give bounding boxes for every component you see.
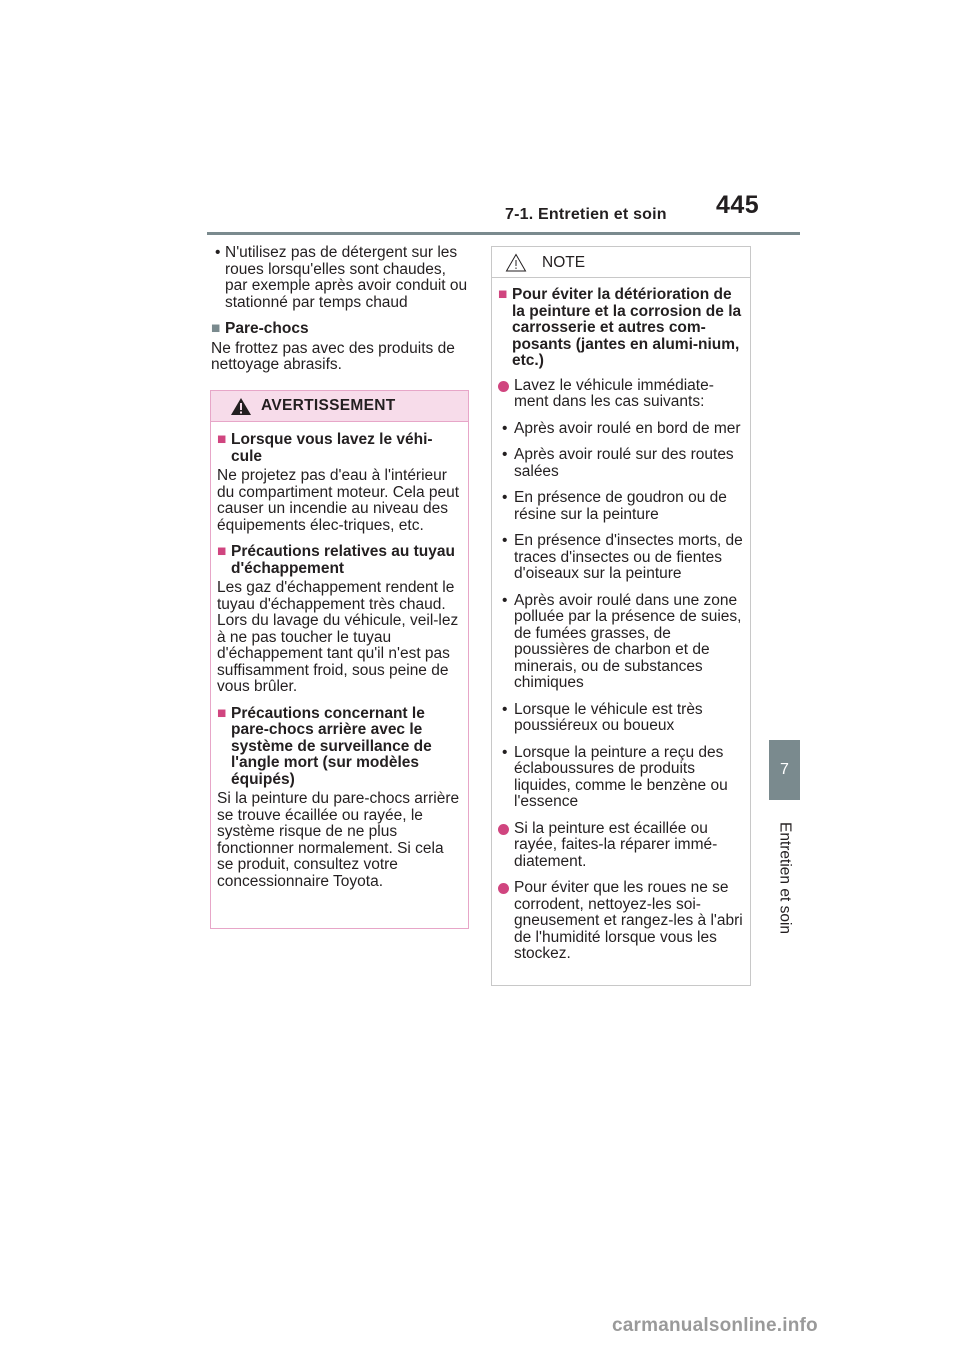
- warning-paragraph: Les gaz d'échappement rendent le tuyau d'échappement très chaud.: [217, 579, 455, 613]
- note-sub-item: [498, 490, 744, 523]
- warning-paragraph: Ne projetez pas d'eau à l'intérieur du compartiment moteur. Cela peut causer un incendie au niveau des équipements élec-triques, etc.: [217, 467, 460, 534]
- note-sub-item-text: Lorsque le véhicule est très poussiéreux ou boueux: [514, 700, 703, 734]
- chapter-tab: 7: [769, 740, 800, 800]
- header-rule: [207, 232, 800, 235]
- watermark: carmanualsonline.info: [612, 1315, 818, 1336]
- warning-triangle-icon: [230, 397, 252, 416]
- warning-heading-text: Précautions relatives au tuyau d'échappement: [231, 543, 455, 577]
- chapter-label: Entretien et soin: [776, 821, 794, 935]
- note-sub-item-text: En présence de goudron ou de résine sur la peinture: [514, 489, 727, 523]
- note-sub-item-text: Après avoir roulé sur des routes salées: [514, 446, 734, 480]
- note-sub-item: [498, 533, 744, 583]
- section-heading-text: Pare-chocs: [225, 320, 309, 337]
- note-item: [498, 880, 744, 963]
- warning-title-bar: [211, 391, 468, 422]
- bullet-dot-icon: •: [502, 591, 508, 609]
- note-sub-item-text: Après avoir roulé en bord de mer: [514, 419, 741, 437]
- note-sub-item-text: Lorsque la peinture a reçu des éclaboussures de produits liquides, comme le benzène ou l'essence: [514, 743, 728, 810]
- warning-box: [210, 390, 469, 929]
- warning-heading: [217, 432, 462, 465]
- note-box: [491, 246, 751, 986]
- paragraph: Ne frottez pas avec des produits de nettoyage abrasifs.: [211, 339, 455, 373]
- note-sub-item: [498, 447, 744, 480]
- warning-heading: [217, 706, 462, 789]
- note-heading: [498, 287, 744, 370]
- circle-bullet-icon: [498, 824, 509, 835]
- square-bullet-icon: ■: [217, 431, 227, 448]
- section-title: 7-1. Entretien et soin: [505, 206, 667, 223]
- square-bullet-icon: ■: [498, 286, 508, 303]
- warning-title: AVERTISSEMENT: [261, 397, 396, 414]
- square-bullet-icon: ■: [211, 320, 221, 337]
- warning-body: [211, 422, 468, 890]
- note-sub-item: [498, 702, 744, 735]
- note-body: [492, 278, 750, 963]
- note-heading-text: Pour éviter la détérioration de la peinture et la corrosion de la carrosserie et autres com-posants (jantes en alumi-nium, etc.): [512, 286, 742, 369]
- bullet-dot-icon: •: [215, 244, 221, 261]
- note-sub-item-text: Après avoir roulé dans une zone polluée par la présence de suies, de fumées grasses, de poussières de charbon et de minerais, ou de substances chimiques: [514, 591, 742, 691]
- list-item: [211, 245, 469, 311]
- caution-triangle-icon: [505, 253, 527, 272]
- note-title-bar: [492, 247, 750, 278]
- bullet-dot-icon: •: [502, 446, 508, 463]
- note-item-text: Si la peinture est écaillée ou rayée, faites-la réparer immé-diatement.: [514, 819, 718, 870]
- warning-heading-text: Lorsque vous lavez le véhi-cule: [231, 431, 433, 465]
- list-item-text: N'utilisez pas de détergent sur les roues lorsqu'elles sont chaudes, par exemple après avoir conduit ou stationné par temps chaud: [225, 244, 468, 311]
- square-bullet-icon: ■: [217, 704, 227, 722]
- note-item-text: Lavez le véhicule immédiate-ment dans les cas suivants:: [514, 376, 714, 410]
- note-sub-item: [498, 593, 744, 692]
- page-number: 445: [716, 191, 760, 219]
- warning-heading: [217, 544, 462, 577]
- left-column: [211, 245, 469, 384]
- warning-paragraph: Si la peinture du pare-chocs arrière se trouve écaillée ou rayée, le système risque de ne plus fonctionner normalement. Si cela se produit, consultez votre concessionnaire Toyota.: [217, 790, 460, 890]
- square-bullet-icon: ■: [217, 543, 227, 560]
- note-item-text: Pour éviter que les roues ne se corrodent, nettoyez-les soi-gneusement et rangez-les à l'abri de l'humidité lorsque vous les stockez.: [514, 879, 743, 962]
- note-sub-item: [498, 745, 744, 811]
- bullet-dot-icon: •: [502, 700, 508, 718]
- note-sub-item-text: En présence d'insectes morts, de traces d'insectes ou de fientes d'oiseaux sur la peinture: [514, 532, 743, 582]
- note-item: [498, 378, 744, 411]
- bullet-dot-icon: •: [502, 419, 508, 437]
- bullet-dot-icon: •: [502, 743, 508, 761]
- note-title: NOTE: [542, 254, 586, 271]
- note-sub-item: [498, 421, 744, 438]
- bullet-dot-icon: •: [502, 489, 508, 506]
- warning-paragraph: Lors du lavage du véhicule, veil-lez à ne pas toucher le tuyau d'échappement tant qu'il n'est pas suffisamment froid, sous peine de vous brûler.: [217, 612, 459, 695]
- warning-heading-text: Précautions concernant le pare-chocs arrière avec le système de surveillance de l'angle mort (sur modèles équipés): [231, 704, 432, 788]
- bullet-dot-icon: •: [502, 532, 508, 549]
- section-heading: [211, 321, 469, 338]
- circle-bullet-icon: [498, 381, 509, 392]
- circle-bullet-icon: [498, 883, 509, 894]
- note-item: [498, 821, 744, 871]
